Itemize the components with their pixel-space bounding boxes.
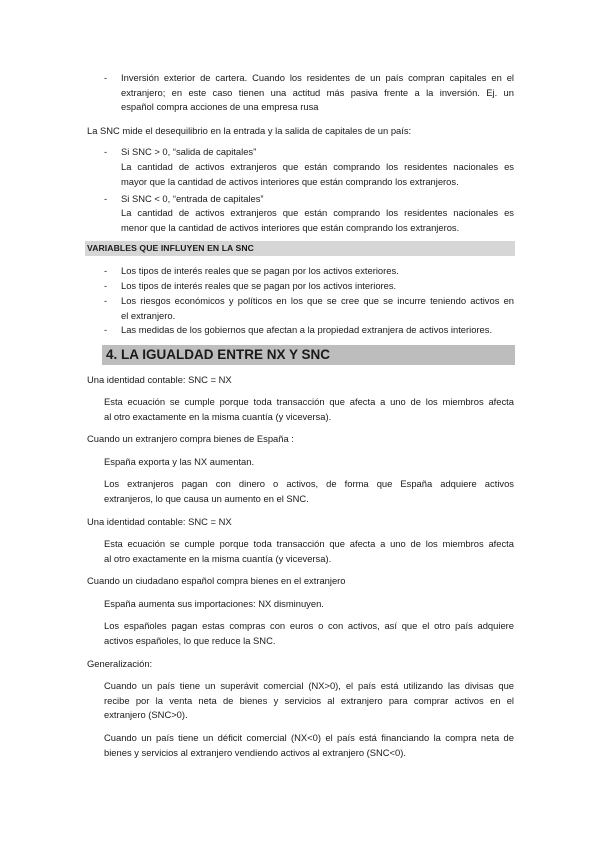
text-line: Los extranjeros pagan con dinero o activos, de forma que España adquiere activos xyxy=(104,478,514,489)
variables-heading: VARIABLES QUE INFLUYEN EN LA SNC xyxy=(87,243,254,253)
case-spaniard-buys: Cuando un ciudadano español compra bienes en el extranjero xyxy=(87,575,346,586)
text-line: español compra acciones de una empresa rusa xyxy=(121,101,319,112)
snc-negative-desc xyxy=(121,206,514,235)
text-line: bienes y servicios al extranjero vendiendo activos al extranjero (SNC<0). xyxy=(104,746,406,758)
text-line: Esta ecuación se cumple porque toda transacción que afecta a uno de los miembros afecta xyxy=(104,538,514,549)
text-line: Inversión exterior de cartera. Cuando los residentes de un país compran capitales en el xyxy=(121,72,514,83)
portfolio-investment-item xyxy=(121,71,514,115)
text-line: Los españoles pagan estas compras con euros o con activos, así que el otro país adquiere xyxy=(104,620,514,631)
bullet-dash: - xyxy=(104,193,108,204)
identity-explanation xyxy=(104,395,514,424)
identity-statement: Una identidad contable: SNC = NX xyxy=(87,516,232,527)
variable-item xyxy=(121,294,514,323)
case-foreigner-buys: Cuando un extranjero compra bienes de España : xyxy=(87,433,294,444)
text-line: La cantidad de activos extranjeros que están comprando los residentes nacionales es xyxy=(121,207,514,218)
text-line: el extranjero. xyxy=(121,309,176,321)
text-line: menor que la cantidad de activos interiores que están comprando los extranjeros. xyxy=(121,221,460,233)
bullet-dash: - xyxy=(104,146,108,157)
text-line: extranjero; en este caso tienen una actitud más pasiva frente a la inversión. Ej. un xyxy=(121,86,514,98)
variable-item: Los tipos de interés reales que se pagan por los activos interiores. xyxy=(121,280,397,291)
spain-exports: España exporta y las NX aumentan. xyxy=(104,456,255,467)
foreigners-pay xyxy=(104,477,514,506)
surplus-paragraph xyxy=(104,679,514,723)
snc-positive-desc xyxy=(121,160,514,189)
bullet-dash: - xyxy=(104,295,108,306)
text-line: al otro exactamente en la misma cuantía (y viceversa). xyxy=(104,410,332,422)
text-line: Los riesgos económicos y políticos en los que se cree que se incurre teniendo activos en xyxy=(121,295,514,306)
bullet-dash: - xyxy=(104,265,108,276)
variable-item: Las medidas de los gobiernos que afectan a la propiedad extranjera de activos interiores. xyxy=(121,324,493,335)
text-line: extranjero (SNC>0). xyxy=(104,709,188,720)
snc-positive-title: Si SNC > 0, “salida de capitales” xyxy=(121,146,257,157)
text-line: Cuando un país tiene un déficit comercial (NX<0) el país está financiando la compra neta de xyxy=(104,732,514,743)
text-line: al otro exactamente en la misma cuantía (y viceversa). xyxy=(104,552,332,564)
bullet-dash: - xyxy=(104,280,108,291)
text-line: activos españoles, lo que reduce la SNC. xyxy=(104,634,276,646)
snc-intro: La SNC mide el desequilibrio en la entrada y la salida de capitales de un país: xyxy=(87,125,412,136)
section-heading: 4. LA IGUALDAD ENTRE NX Y SNC xyxy=(106,347,331,362)
variable-item: Los tipos de interés reales que se pagan por los activos exteriores. xyxy=(121,265,399,276)
snc-negative-title: Si SNC < 0, “entrada de capitales” xyxy=(121,193,264,204)
text-line: La cantidad de activos extranjeros que están comprando los residentes nacionales es xyxy=(121,161,514,172)
identity-statement: Una identidad contable: SNC = NX xyxy=(87,374,232,385)
text-line: extranjeros, lo que causa un aumento en el SNC. xyxy=(104,492,309,504)
spaniards-pay xyxy=(104,619,514,648)
text-line: mayor que la cantidad de activos interiores que están comprando los extranjeros. xyxy=(121,175,459,187)
deficit-paragraph xyxy=(104,731,514,760)
text-line: recibe por la venta neta de bienes y servicios al extranjero para comprar activos en el xyxy=(104,694,514,706)
generalization-label: Generalización: xyxy=(87,658,153,669)
bullet-dash: - xyxy=(104,324,108,335)
spain-imports: España aumenta sus importaciones: NX disminuyen. xyxy=(104,598,324,609)
text-line: Esta ecuación se cumple porque toda transacción que afecta a uno de los miembros afecta xyxy=(104,396,514,407)
identity-explanation xyxy=(104,537,514,566)
text-line: Cuando un país tiene un superávit comercial (NX>0), el país está utilizando las divisas que xyxy=(104,680,514,691)
bullet-dash: - xyxy=(104,72,108,83)
